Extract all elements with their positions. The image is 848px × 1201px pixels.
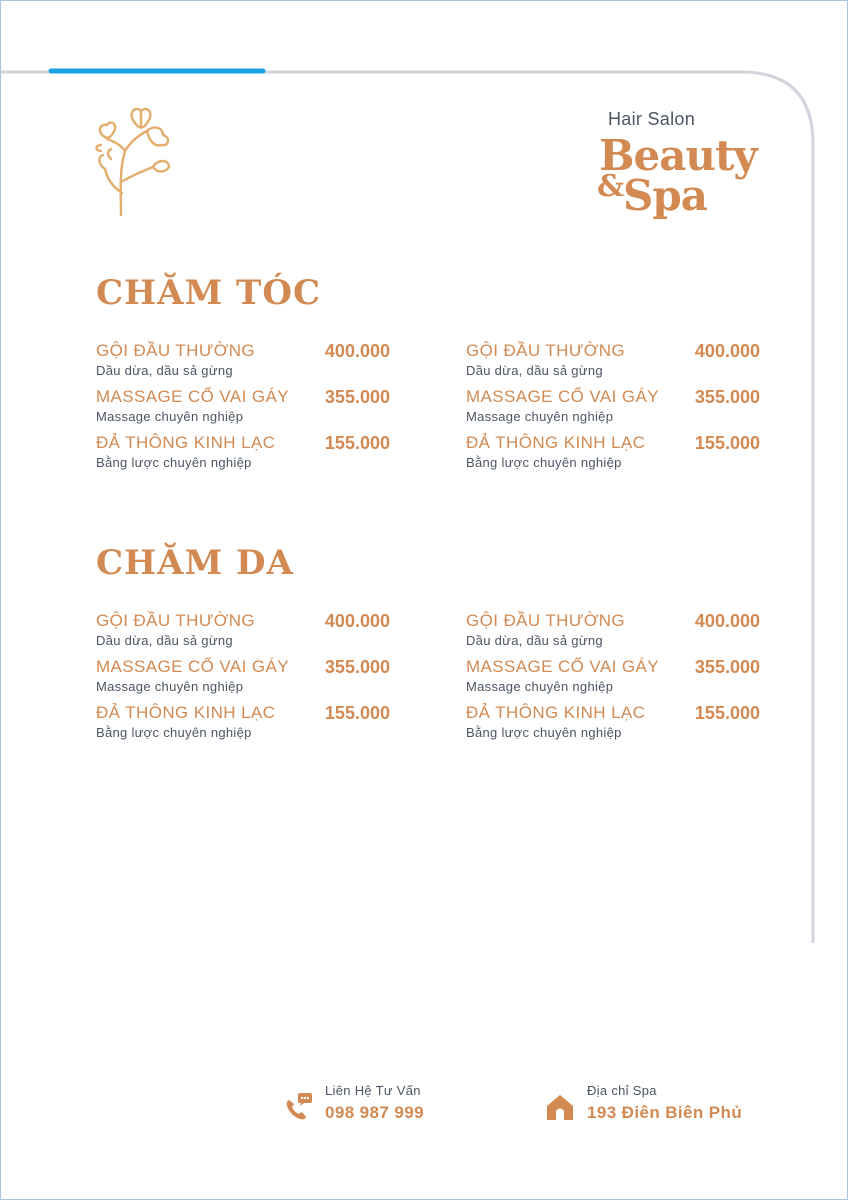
contact-phone-value[interactable]: 098 987 999	[325, 1103, 424, 1122]
menu-column	[466, 611, 766, 749]
item-description: Bằng lược chuyên nghiệp	[96, 455, 252, 470]
item-name: MASSAGE CỔ VAI GÁY	[96, 657, 289, 676]
menu-item	[96, 341, 396, 387]
menu-column	[96, 611, 396, 749]
menu-item	[96, 657, 396, 703]
item-name: MASSAGE CỔ VAI GÁY	[466, 387, 659, 406]
item-name: GỘI ĐẦU THƯỜNG	[96, 611, 256, 630]
contact-address-label: Địa chỉ Spa	[587, 1083, 657, 1098]
item-price: 400.000	[694, 341, 760, 361]
item-description: Massage chuyên nghiệp	[466, 679, 614, 694]
menu-item	[96, 703, 396, 749]
phone-chat-icon	[282, 1091, 314, 1123]
menu-item	[466, 657, 766, 703]
item-price: 155.000	[324, 703, 390, 723]
item-description: Dầu dừa, dầu sả gừng	[96, 363, 233, 378]
item-price: 400.000	[324, 341, 390, 361]
contact-address-value: 193 Điên Biên Phủ	[587, 1103, 743, 1122]
section-title: CHĂM DA	[96, 543, 294, 583]
menu-item	[466, 703, 766, 749]
menu-item	[466, 433, 766, 479]
item-price: 355.000	[324, 657, 390, 677]
section-title: CHĂM TÓC	[96, 273, 322, 313]
item-price: 355.000	[694, 387, 760, 407]
item-description: Massage chuyên nghiệp	[96, 679, 244, 694]
menu-item	[466, 387, 766, 433]
item-description: Massage chuyên nghiệp	[466, 409, 614, 424]
item-price: 400.000	[694, 611, 760, 631]
menu-item	[466, 341, 766, 387]
item-description: Massage chuyên nghiệp	[96, 409, 244, 424]
item-name: ĐẢ THÔNG KINH LẠC	[96, 703, 276, 722]
item-description: Bằng lược chuyên nghiệp	[466, 455, 622, 470]
brand-name-line2: Spa	[623, 171, 707, 220]
item-price: 155.000	[324, 433, 390, 453]
menu-column	[466, 341, 766, 479]
menu-column	[96, 341, 396, 479]
item-description: Bằng lược chuyên nghiệp	[96, 725, 252, 740]
item-description: Dầu dừa, dầu sả gừng	[466, 633, 603, 648]
menu-item	[466, 611, 766, 657]
menu-item	[96, 433, 396, 479]
item-name: ĐẢ THÔNG KINH LẠC	[96, 433, 276, 452]
flower-branch-icon	[91, 101, 191, 221]
item-price: 155.000	[694, 433, 760, 453]
item-name: MASSAGE CỔ VAI GÁY	[96, 387, 289, 406]
item-name: ĐẢ THÔNG KINH LẠC	[466, 703, 646, 722]
item-price: 355.000	[324, 387, 390, 407]
item-description: Dầu dừa, dầu sả gừng	[466, 363, 603, 378]
item-price: 400.000	[324, 611, 390, 631]
item-price: 155.000	[694, 703, 760, 723]
menu-item	[96, 611, 396, 657]
brand-name-line1: Beauty	[599, 131, 757, 180]
menu-item	[96, 387, 396, 433]
item-name: GỘI ĐẦU THƯỜNG	[96, 341, 256, 360]
item-description: Dầu dừa, dầu sả gừng	[96, 633, 233, 648]
item-description: Bằng lược chuyên nghiệp	[466, 725, 622, 740]
item-name: GỘI ĐẦU THƯỜNG	[466, 611, 626, 630]
item-name: ĐẢ THÔNG KINH LẠC	[466, 433, 646, 452]
contact-phone-label: Liên Hệ Tư Vấn	[325, 1083, 421, 1098]
item-name: MASSAGE CỔ VAI GÁY	[466, 657, 659, 676]
house-icon	[544, 1091, 576, 1123]
item-name: GỘI ĐẦU THƯỜNG	[466, 341, 626, 360]
item-price: 355.000	[694, 657, 760, 677]
brand-subtitle: Hair Salon	[608, 109, 696, 129]
brand-ampersand: &	[597, 169, 625, 204]
